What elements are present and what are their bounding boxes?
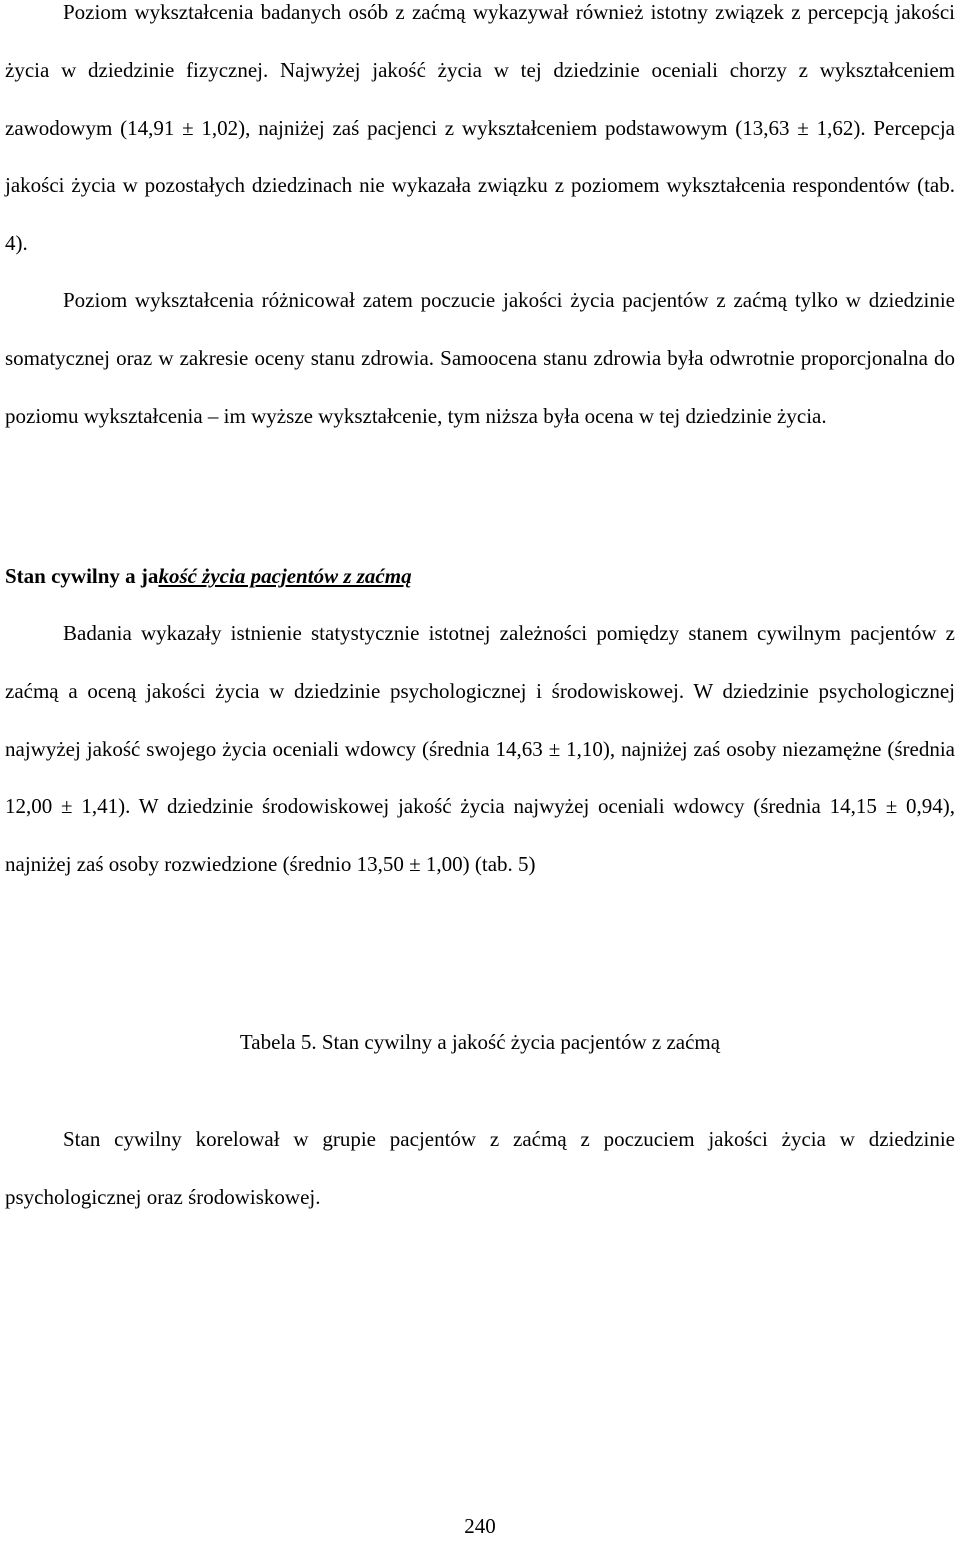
- section-heading-italic: kość życia pacjentów z zaćmą: [158, 564, 412, 588]
- paragraph-education-physical: Poziom wykształcenia badanych osób z zaćmą wykazywał również istotny związek z percepcją jakości życia w dziedzinie fizycznej. Najwyżej jakość życia w tej dziedzinie oceniali chorzy z wykształceniem zawodowym (14,91 ± 1,02), najniżej zaś pacjenci z wykształceniem podstawowym (13,63 ± 1,62). Percepcja jakości życia w pozostałych dziedzinach nie wykazała związku z poziomem wykształcenia respondentów (tab. 4).: [5, 0, 955, 256]
- paragraph-marital-status: Badania wykazały istnienie statystycznie istotnej zależności pomiędzy stanem cywilnym pacjentów z zaćmą a oceną jakości życia w dziedzinie psychologicznej i środowiskowej. W dziedzinie psychologicznej najwyżej jakość swojego życia oceniali wdowcy (średnia 14,63 ± 1,10), najniżej zaś osoby niezamężne (średnia 12,00 ± 1,41). W dziedzinie środowiskowej jakość życia najwyżej oceniali wdowcy (średnia 14,15 ± 0,94), najniżej zaś osoby rozwiedzione (średnio 13,50 ± 1,00) (tab. 5): [5, 621, 955, 877]
- section-heading-bold: Stan cywilny a ja: [5, 564, 159, 588]
- paragraph-marital-conclusion: Stan cywilny korelował w grupie pacjentów z zaćmą z poczuciem jakości życia w dziedzinie psychologicznej oraz środowiskowej.: [5, 1127, 955, 1209]
- table-caption: Tabela 5. Stan cywilny a jakość życia pacjentów z zaćmą: [239, 1030, 721, 1054]
- paragraph-education-summary: Poziom wykształcenia różnicował zatem poczucie jakości życia pacjentów z zaćmą tylko w dziedzinie somatycznej oraz w zakresie oceny stanu zdrowia. Samoocena stanu zdrowia była odwrotnie proporcjonalna do poziomu wykształcenia – im wyższe wykształcenie, tym niższa była ocena w tej dziedzinie życia.: [5, 288, 955, 428]
- page-number: 240: [464, 1514, 496, 1538]
- section-heading: [5, 556, 412, 596]
